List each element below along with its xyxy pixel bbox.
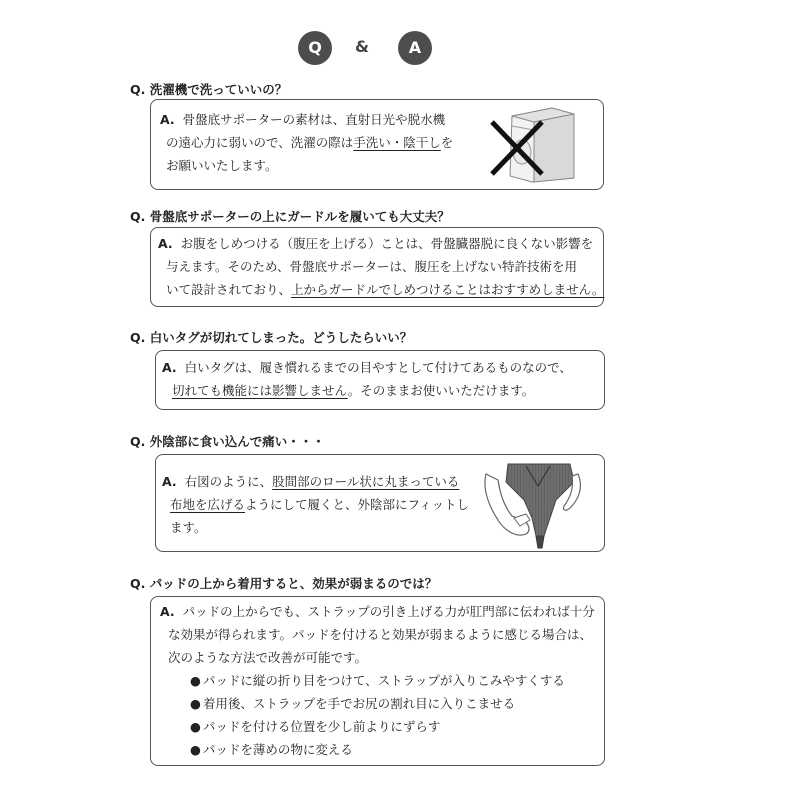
answer-4 [162, 470, 469, 539]
answer-text: 右図のように、 [184, 474, 273, 489]
answer-underline: 股間部のロール状に丸まっている [272, 474, 460, 489]
answer-text: を [440, 135, 454, 150]
list-item [160, 715, 595, 738]
question-5: Q. パッドの上から着用すると、効果が弱まるのでは？ [130, 576, 438, 591]
answer-text: お願いいたします。 [166, 158, 278, 173]
bullet-text: 着用後、ストラップを手でお尻の割れ目に入りこませる [202, 696, 516, 711]
bullet-list [160, 669, 595, 761]
answer-text: 。そのままお使いいただけます。 [347, 383, 535, 398]
bullet-text: パッドに縦の折り目をつけて、ストラップが入りこみやすくする [202, 673, 565, 688]
answer-3 [162, 356, 572, 402]
bullet-dot-icon: ● [190, 742, 201, 757]
bullet-dot-icon: ● [190, 696, 201, 711]
question-4: Q. 外陰部に食い込んで痛い・・・ [130, 434, 325, 449]
question-2: Q. 骨盤底サポーターの上にガードルを履いても大丈夫？ [130, 209, 450, 224]
answer-label: A. [158, 236, 173, 251]
answer-text: ようにして履くと、外陰部にフィットし [245, 497, 470, 512]
answer-underline: 手洗い・陰干し [353, 135, 441, 150]
list-item [160, 692, 595, 715]
crotch-fabric-illustration [478, 460, 588, 552]
bullet-text: パッドを薄めの物に変える [202, 742, 353, 757]
answer-underline: 上からガードルでしめつけることはおすすめしません。 [291, 282, 605, 297]
answer-2 [158, 232, 604, 301]
question-1: Q. 洗濯機で洗っていいの？ [130, 82, 288, 97]
answer-text: な効果が得られます。パッドを付けると効果が弱まるように感じる場合は、 [168, 627, 593, 642]
a-badge: A [398, 31, 432, 65]
list-item [160, 669, 595, 692]
bullet-dot-icon: ● [190, 719, 201, 734]
answer-text: 次のような方法で改善が可能です。 [168, 650, 368, 665]
answer-text: 白いタグは、履き慣れるまでの目やすとして付けてあるものなので、 [184, 360, 572, 375]
bullet-text: パッドを付ける位置を少し前よりにずらす [202, 719, 441, 734]
answer-text: の遠心力に弱いので、洗濯の際は [166, 135, 354, 150]
answer-text: 骨盤底サポーターの素材は、直射日光や脱水機 [182, 112, 446, 127]
question-3: Q. 白いタグが切れてしまった。どうしたらいい？ [130, 330, 413, 345]
answer-underline: 布地を広げる [170, 497, 246, 512]
answer-5 [160, 600, 595, 761]
answer-label: A. [160, 604, 175, 619]
answer-underline: 切れても機能には影響しません [172, 383, 348, 398]
bullet-dot-icon: ● [190, 673, 201, 688]
qa-header [0, 31, 800, 65]
answer-text: パッドの上からでも、ストラップの引き上げる力が肛門部に伝われば十分 [182, 604, 595, 619]
answer-label: A. [160, 112, 175, 127]
ampersand: & [355, 37, 369, 56]
answer-1 [160, 108, 453, 177]
answer-label: A. [162, 474, 177, 489]
answer-text: 与えます。そのため、骨盤底サポーターは、腹圧を上げない特許技術を用 [166, 259, 578, 274]
answer-text: ます。 [170, 520, 207, 535]
list-item [160, 738, 595, 761]
answer-label: A. [162, 360, 177, 375]
answer-text: お腹をしめつける（腹圧を上げる）ことは、骨盤臓器脱に良くない影響を [180, 236, 594, 251]
answer-text: いて設計されており、 [166, 282, 292, 297]
washing-machine-crossed-icon [482, 104, 580, 184]
q-badge: Q [298, 31, 332, 65]
